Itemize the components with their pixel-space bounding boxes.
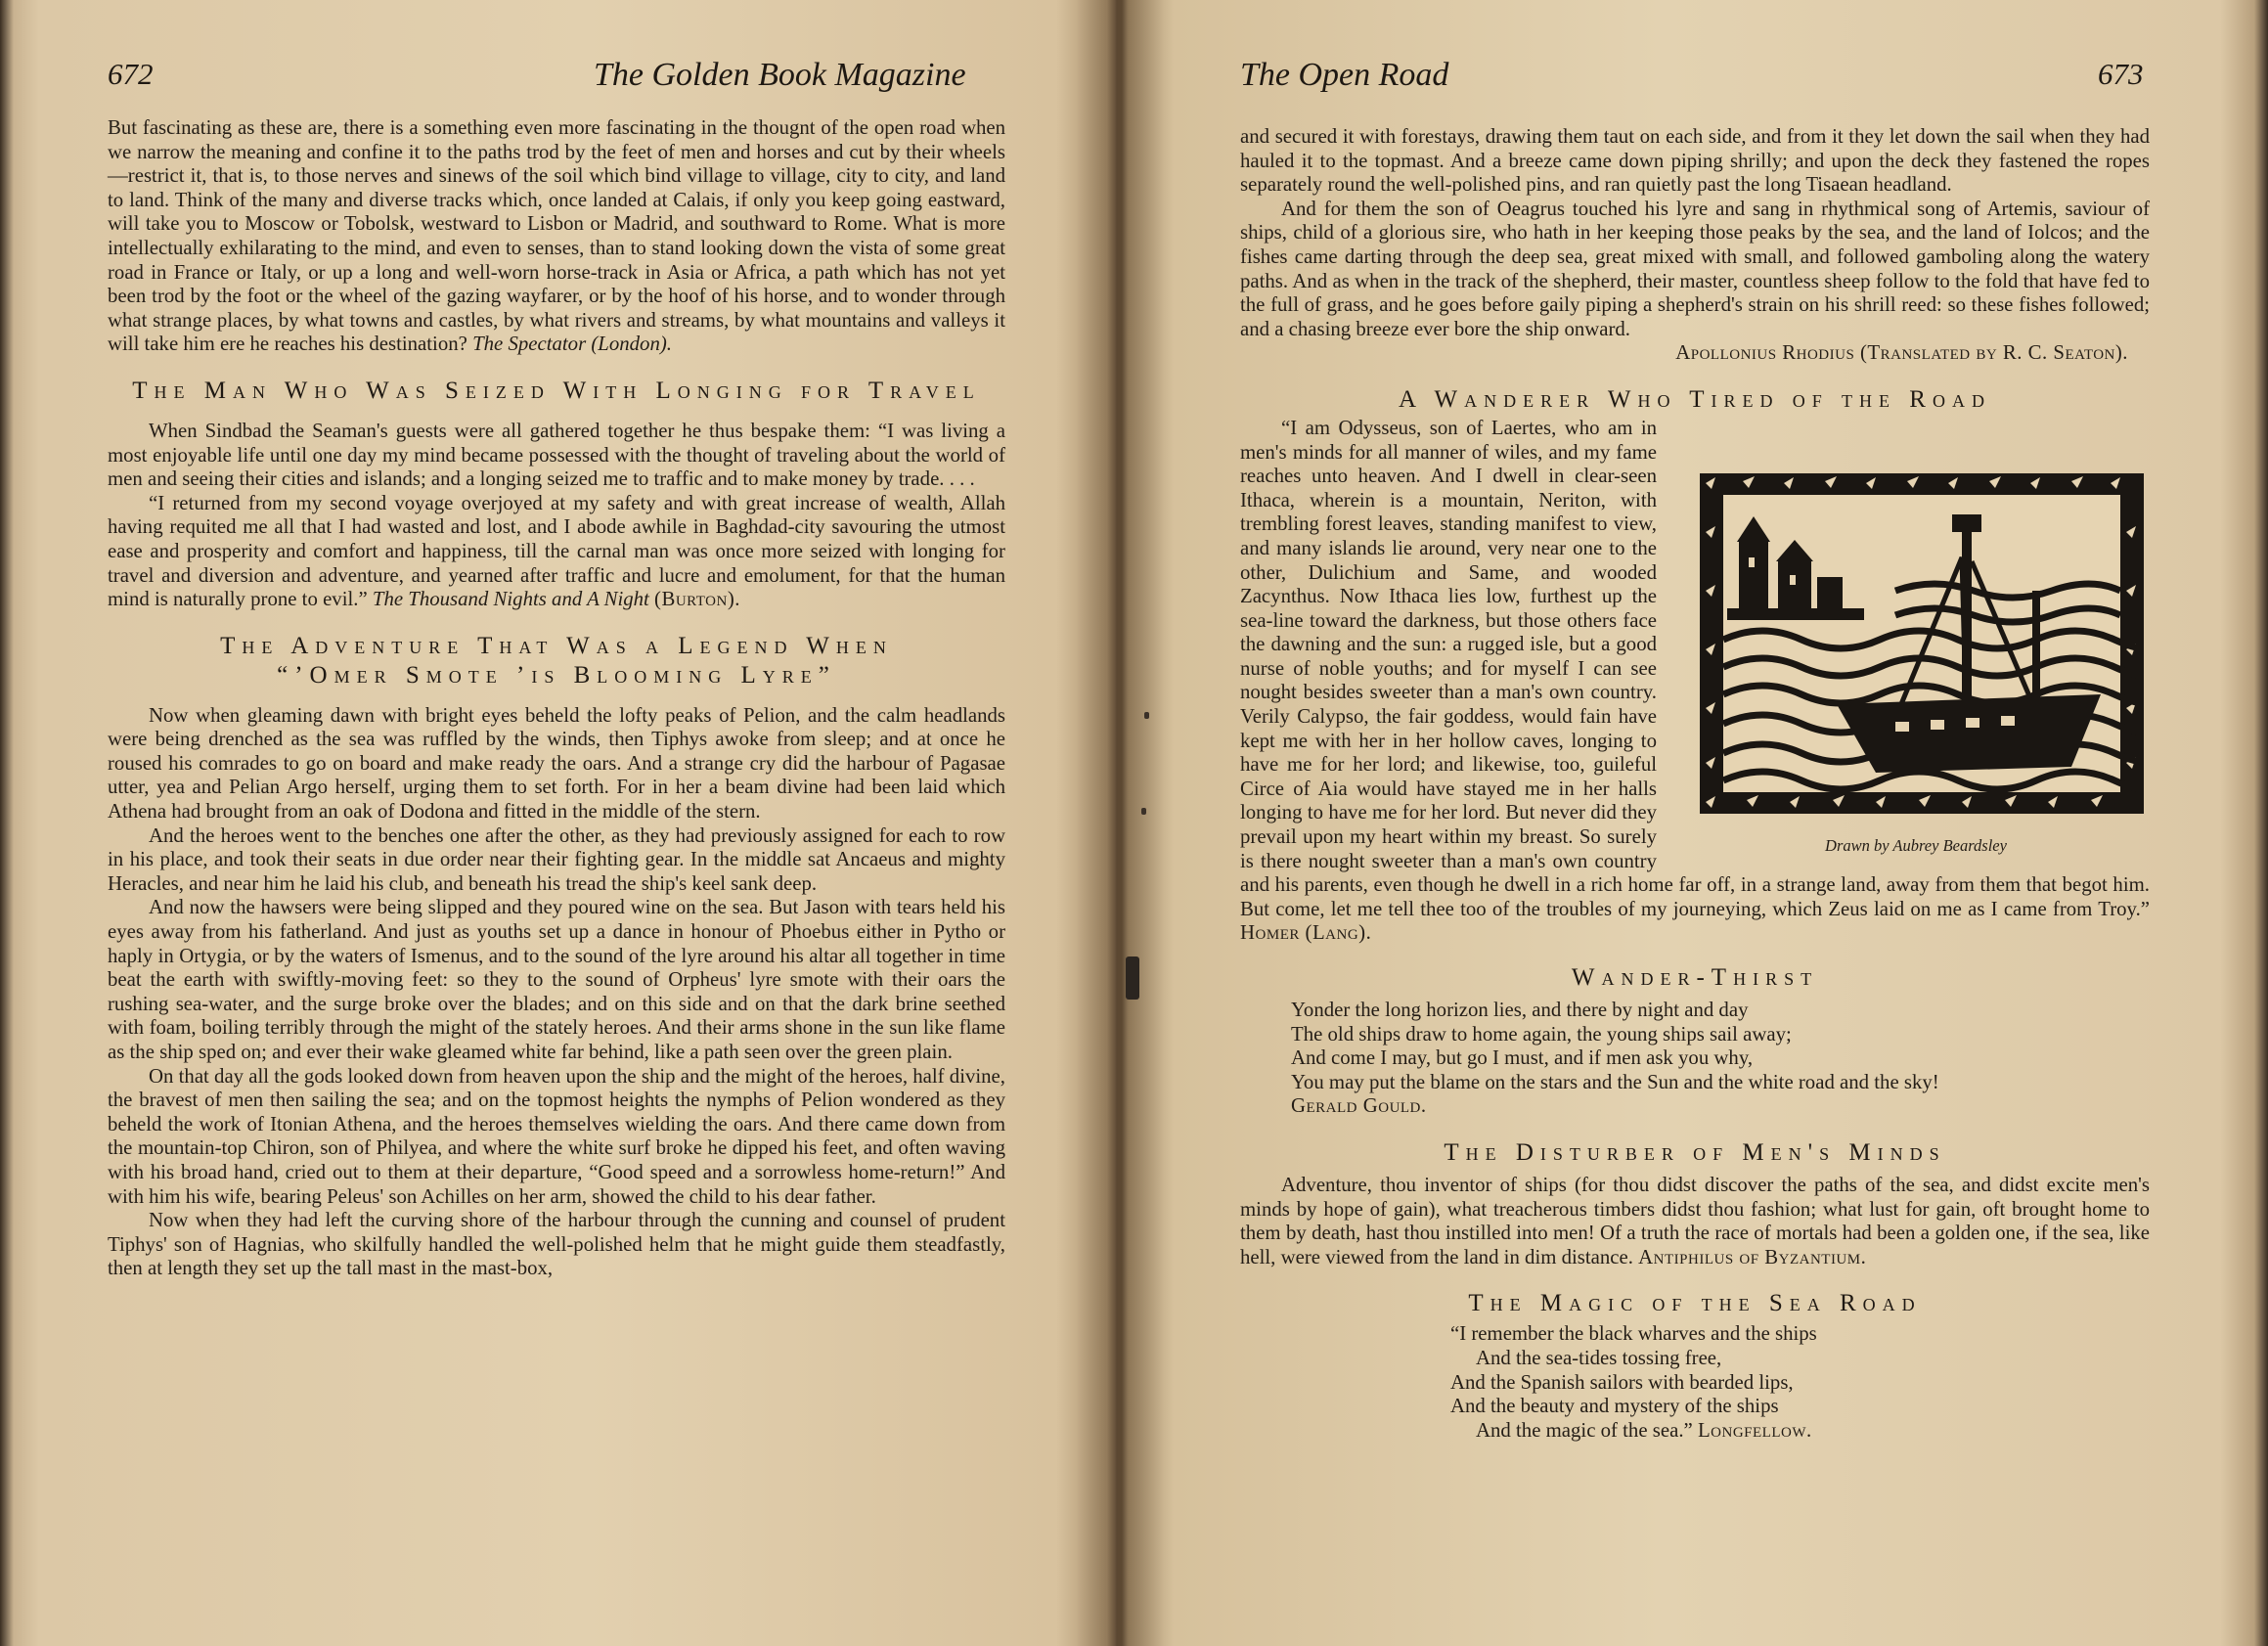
poem-line: “I remember the black wharves and the ships	[1450, 1322, 1817, 1346]
left-column	[108, 116, 1005, 1281]
woodcut-caption: Drawn by Aubrey Beardsley	[1825, 835, 2007, 855]
sindbad-paragraph-1: When Sindbad the Seaman's guests were all gathered together he thus bespake them: “I was living a most enjoyable life until one day my mind became possessed with the thought of traveling about the world of men and seeing their cities and islands; and a longing seized me to traffic and to make money by trade. . . .	[108, 419, 1005, 491]
longfellow-attribution: Longfellow.	[1697, 1418, 1812, 1442]
argonauts-paragraph-4: On that day all the gods looked down from heaven upon the ship and the might of the heroes, half divine, the bravest of men then sailing the sea; and on the topmost heights the nymphs of Pelion wondered as they beheld the work of Itonian Athena, and the heroes themselves wielding the oars. And there came down from the mountain-top Chiron, son of Philyea, and where the white surf broke he dipped his feet, and often waving with his broad hand, cried out to them at their departure, “Good speed and a sorrowless home-return!” And with him his wife, bearing Peleus' son Achilles on her arm, showed the child to his dear father.	[108, 1064, 1005, 1208]
poem-line: The old ships draw to home again, the young ships sail away;	[1291, 1022, 1792, 1045]
poem-line: You may put the blame on the stars and the Sun and the white road and the sky!	[1291, 1070, 1939, 1093]
argonauts-paragraph-1: Now when gleaming dawn with bright eyes beheld the lofty peaks of Pelion, and the calm headlands were being drenched as the sea was ruffled by the winds, then Tiphys awoke from sleep; and at once he roused his comrades to go on board and make ready the oars. And a strange cry did the harbour of Pagasae utter, yea and Pelian Argo herself, urging them to set forth. For in her a beam divine had been laid which Athena had brought from an oak of Dodona and fitted in the middle of the stern.	[108, 703, 1005, 823]
gould-attribution: Gerald Gould.	[1291, 1094, 1427, 1118]
poem-line: And the sea-tides tossing free,	[1476, 1346, 1722, 1369]
page-number: 673	[2098, 57, 2144, 91]
section-title-argonauts-line1: The Adventure That Was a Legend When	[220, 632, 893, 659]
argonauts-paragraph-5: Now when they had left the curving shore of the harbour through the cunning and counsel of prudent Tiphys' son of Hagnias, who skilfully handled the well-polished helm that he might guide them steadfastly, then at length they set up the tall mast in the mast-box,	[108, 1209, 1005, 1280]
argonauts-continuation-2: And for them the son of Oeagrus touched his lyre and sang in rhythmical song of Artemis, saviour of ships, child of a glorious sire, who hath in her keeping those peaks by the sea, and the land of Iolcos; and the fishes came darting through the deep sea, great mixed with small, and followed gamboling along the watery paths. And as when in the track of the shepherd, their master, countless sheep follow to the fold that have fed to the full of grass, and he goes before gaily piping a shepherd's strain on his shrill reed: so these fishes followed; and a chasing breeze ever bore the ship onward.	[1240, 197, 2150, 340]
intro-paragraph	[108, 116, 1005, 357]
odysseus-text: “I am Odysseus, son of Laertes, who am in men's minds for all manner of wiles, and my fame reaches unto heaven. And I dwell in clear-seen Ithaca, wherein is a mountain, Neriton, with trembling forest leaves, standing manifest to view, and many islands lie around, very near one to the other, Dulichium and Same, and wooded Zacynthus. Now Ithaca lies low, furthest up the sea-line toward the darkness, but those others face the dawning and the sun: a rugged isle, but a good nurse of noble youths; and for myself I can see nought besides sweeter than a man's own country. Verily Calypso, the fair goddess, would fain have kept me with her in her hollow caves, longing to have me for her lord; and likewise, too, guileful Circe of Aia would have stayed me in her halls longing to have me for her lord. But never did they prevail upon my heart within my breast. So surely is there nought sweeter than a man's own country and his parents, even though he dwell in a rich home far off, in a strange land, away from them that begot him. But come, let me tell thee too of the troubles of my journeying, which Zeus laid on me as I came from Troy.”	[1240, 416, 2150, 920]
poem-line-final: And the magic of the sea.” Longfellow.	[1476, 1418, 1812, 1442]
poem-line: Yonder the long horizon lies, and there by night and day	[1291, 999, 1749, 1021]
wander-thirst-poem	[1240, 999, 2150, 1119]
sea-road-poem	[1240, 1322, 2150, 1443]
intro-text: But fascinating as these are, there is a something even more fascinating in the thougnt of the open road when we narrow the meaning and confine it to the paths trod by the feet of men and horses and cut by their wheels—restrict it, that is, to those nerves and sinews of the soil which bind village to village, city to city, and land to land. Think of the many and diverse tracks which, once landed at Calais, if only you keep going eastward, will take you to Moscow or Tobolsk, westward to Lisbon or Madrid, and southward to Rome. What is more intellectually exhilarating to the mind, and even to senses, than to stand looking down the vista of some great road in France or Italy, or up a long and well-worn horse-track in Asia or Africa, a path which has not yet been trod by the foot or the wheel of the gazing wayfarer, or by the hoof of his horse, and to wonder through what strange places, by what towns and castles, by what rivers and streams, by what mountains and valleys it will take him ere he reaches his destination?	[108, 116, 1005, 356]
section-title-sindbad: The Man Who Was Seized With Longing for Travel	[132, 377, 981, 404]
right-column	[1240, 125, 2150, 1443]
disturber-text: Adventure, thou inventor of ships (for thou didst discover the paths of the sea, and didst excite men's minds by hope of gain), what treacherous timbers didst thou fashion; what lust for gain, oft brought home to them by death, hast thou instilled into men! Of a truth the race of mortals had been a golden one, if the sea, like hell, were viewed from the land in dim distance.	[1240, 1173, 2150, 1268]
odysseus-block	[1240, 417, 2150, 946]
section-title-disturber: The Disturber of Men's Minds	[1444, 1138, 1946, 1166]
running-head: The Open Road	[1240, 57, 1449, 93]
ship-woodcut-image	[1700, 473, 2144, 814]
page-number: 672	[108, 57, 154, 91]
odysseus-attribution: Homer (Lang).	[1240, 921, 1372, 945]
right-page	[1134, 0, 2268, 1646]
intro-source: The Spectator (London).	[472, 333, 672, 356]
poem-line: And come I may, but go I must, and if men ask you why,	[1291, 1046, 1754, 1070]
left-page	[0, 0, 1120, 1646]
poem-line: And the beauty and mystery of the ships	[1450, 1395, 1779, 1418]
argonauts-continuation-1: and secured it with forestays, drawing them taut on each side, and from it they let down the sail when they had hauled it to the topmast. And a breeze came down piping shrilly; and upon the deck they fastened the ropes separately round the well-polished pins, and ran quietly past the long Tisaean headland.	[1240, 125, 2150, 197]
running-head: The Golden Book Magazine	[594, 57, 966, 93]
section-title-wander-thirst: Wander-Thirst	[1571, 964, 1819, 991]
apollonius-attribution: Apollonius Rhodius (Translated by R. C. Seaton).	[1675, 341, 2128, 365]
section-title-odysseus: A Wanderer Who Tired of the Road	[1399, 385, 1991, 413]
disturber-paragraph	[1240, 1174, 2150, 1269]
sindbad-paragraph-2	[108, 492, 1005, 612]
argonauts-paragraph-3: And now the hawsers were being slipped and they poured wine on the sea. But Jason with tears held his eyes away from his fatherland. And just as youths set up a dance in honour of Phoebus either in Pytho or haply in Ortygia, or by the waters of Ismenus, and to the sound of the lyre around his altar all together in time beat the earth with swiftly-moving feet: so they to the sound of Orpheus' lyre smote with their oars the rushing sea-water, and the surge broke over the blades; and on this side and on that the dark brine seethed with foam, boiling terribly through the might of the stately heroes. And their arms shone in the sun like flame as the ship sped on; and ever their wake gleamed white far behind, like a path seen over the green plain.	[108, 896, 1005, 1063]
antiphilus-attribution: Antiphilus of Byzantium.	[1638, 1245, 1867, 1268]
argonauts-paragraph-2: And the heroes went to the benches one after the other, as they had previously assigned for each to row in his place, and took their seats in due order near their fighting gear. In the middle sat Ancaeus and mighty Heracles, and near him he laid his club, and beneath his tread the ship's keel sank deep.	[108, 823, 1005, 895]
poem-line: And the Spanish sailors with bearded lips,	[1450, 1370, 1794, 1394]
section-title-sea-road: The Magic of the Sea Road	[1468, 1290, 1922, 1317]
woodcut-figure	[1682, 473, 2150, 858]
sindbad-source: The Thousand Nights and A Night	[372, 588, 649, 611]
sindbad-attribution: (Burton).	[654, 588, 740, 611]
sindbad-text-2: “I returned from my second voyage overjoyed at my safety and with great increase of wealth, Allah having requited me all that I had wasted and lost, and I abode awhile in Baghdad-city savouring the utmost ease and prosperity and comfort and happiness, till the carnal man was once more seized with longing for travel and diversion and adventure, and yearned after traffic and lucre and emolument, for that the human mind is naturally prone to evil.”	[108, 491, 1005, 611]
section-title-argonauts-line2: “’Omer Smote ’is Blooming Lyre”	[277, 661, 836, 689]
